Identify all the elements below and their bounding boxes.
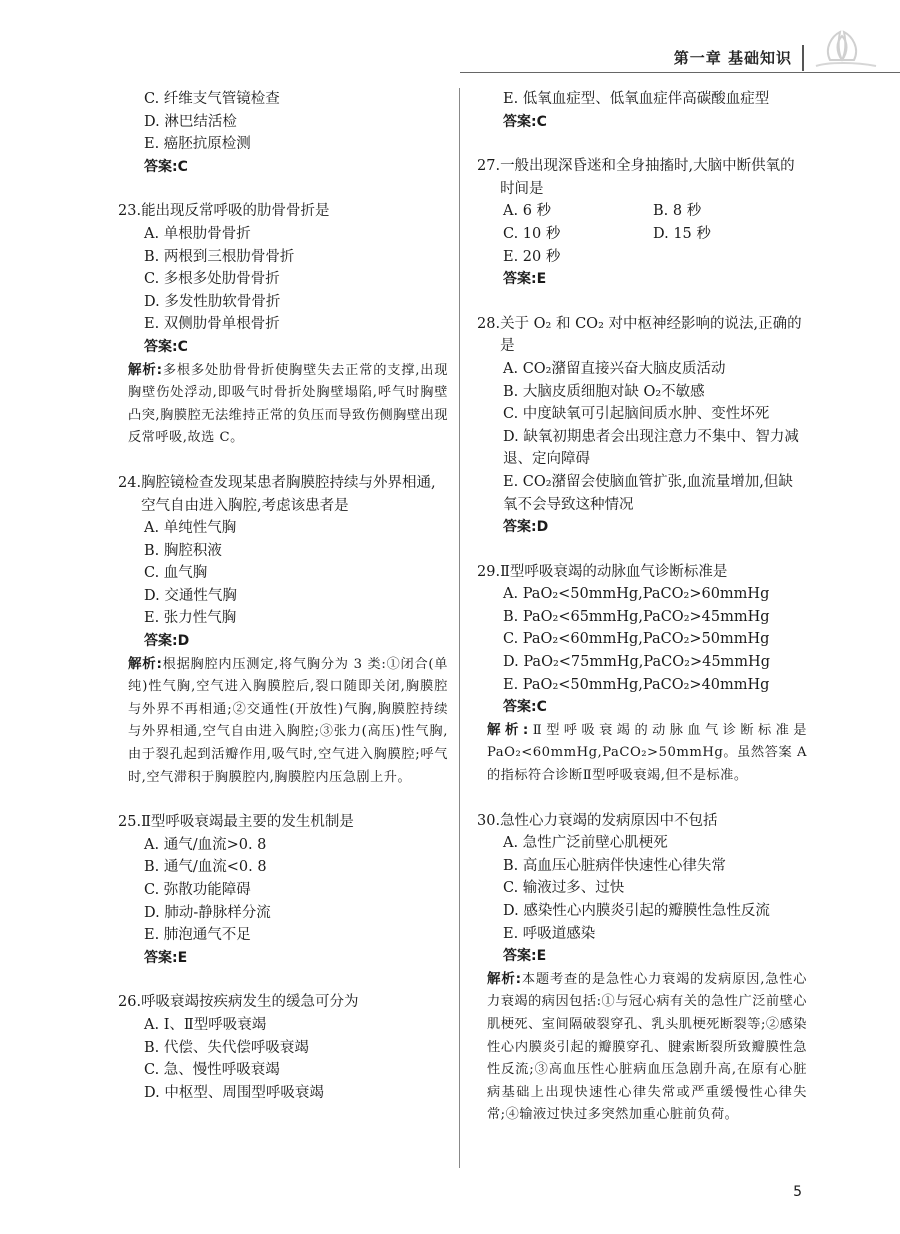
option: D. 交通性气胸 (144, 587, 237, 604)
question-30 (477, 810, 807, 1127)
option: D. PaO₂<75mmHg,PaCO₂>45mmHg (503, 654, 770, 671)
right-column (477, 88, 807, 1127)
explanation-text: Ⅱ型呼吸衰竭的动脉血气诊断标准是 PaO₂<60mmHg,PaCO₂>50mmHg。虽然答案 A 的指标符合诊断Ⅱ型呼吸衰竭,但不是标准。 (487, 722, 807, 784)
question-number: 23. (118, 203, 142, 220)
question-number: 27. (477, 158, 501, 175)
option: C. 纤维支气管镜检查 (144, 91, 280, 107)
option: E. 癌胚抗原检测 (144, 136, 251, 153)
option: E. 双侧肋骨单根骨折 (144, 316, 280, 333)
question-number: 25. (118, 814, 142, 831)
question-stem: 能出现反常呼吸的肋骨骨折是 (141, 203, 330, 220)
question-28 (477, 313, 807, 539)
explanation-label: 解析: (487, 970, 522, 987)
question-23 (118, 200, 448, 450)
header-divider-vertical (802, 45, 804, 71)
option: A. Ⅰ、Ⅱ型呼吸衰竭 (144, 1016, 267, 1033)
option: A. 单纯性气胸 (144, 520, 237, 537)
explanation-text: 本题考查的是急性心力衰竭的发病原因,急性心力衰竭的病因包括:①与冠心病有关的急性广泛前壁心肌梗死、室间隔破裂穿孔、乳头肌梗死断裂等;②感染性心内膜炎引起的瓣膜穿孔、腱索断裂所致瓣膜性急性反流;③高血压性心脏病血压急剧升高,在原有心脏病基础上出现快速性心律失常或严重缓慢性心律失常;④输液过快过多突然加重心脏前负荷。 (487, 971, 807, 1123)
option: C. 急、慢性呼吸衰竭 (144, 1062, 280, 1079)
explanation-label: 解析: (128, 655, 163, 672)
option: E. 呼吸道感染 (503, 925, 596, 942)
question-stem: 关于 O₂ 和 CO₂ 对中枢神经影响的说法,正确的是 (500, 315, 802, 355)
option: B. 大脑皮质细胞对缺 O₂不敏感 (503, 383, 705, 400)
option: B. 代偿、失代偿呼吸衰竭 (144, 1039, 309, 1056)
left-column (118, 88, 448, 1104)
option: A. 通气/血流>0. 8 (144, 836, 267, 853)
question-number: 29. (477, 563, 501, 580)
answer: 答案:C (503, 113, 547, 130)
question-26-continued (477, 88, 807, 133)
answer: 答案:E (503, 271, 547, 288)
option: C. 输液过多、过快 (503, 880, 625, 897)
answer: 答案:D (503, 519, 549, 536)
answer: 答案:E (144, 949, 188, 966)
question-number: 30. (477, 812, 501, 829)
question-number: 28. (477, 315, 501, 332)
option: C. 中度缺氧可引起脑间质水肿、变性坏死 (503, 406, 770, 423)
option: E. 肺泡通气不足 (144, 927, 251, 944)
explanation (487, 968, 807, 1127)
page-number: 5 (793, 1184, 802, 1200)
option: D. 中枢型、周围型呼吸衰竭 (144, 1084, 324, 1101)
question-stem: Ⅱ型呼吸衰竭最主要的发生机制是 (141, 814, 354, 831)
question-26 (118, 991, 448, 1104)
question-number: 26. (118, 994, 142, 1011)
option: C. 10 秒 (503, 225, 561, 242)
option: E. 20 秒 (503, 248, 561, 265)
answer: 答案:C (144, 338, 188, 355)
header-rule (460, 72, 900, 73)
option: C. 多根多处肋骨骨折 (144, 271, 280, 288)
explanation-text: 根据胸腔内压测定,将气胸分为 3 类:①闭合(单纯)性气胸,空气进入胸膜腔后,裂口随即关闭,胸膜腔与外界不再相通;②交通性(开放性)气胸,胸膜腔持续与外界相通,空气自由进入胸腔;③张力(高压)性气胸,由于裂孔起到活瓣作用,吸气时,空气进入胸膜腔;呼气时,空气滞积于胸膜腔内,胸膜腔内压急剧上升。 (128, 656, 448, 785)
option: E. PaO₂<50mmHg,PaCO₂>40mmHg (503, 676, 770, 693)
option: D. 缺氧初期患者会出现注意力不集中、智力减退、定向障碍 (503, 428, 799, 468)
option: E. CO₂潴留会使脑血管扩张,血流量增加,但缺氧不会导致这种情况 (503, 473, 793, 513)
option: B. 两根到三根肋骨骨折 (144, 248, 295, 265)
explanation (128, 359, 448, 450)
explanation-text: 多根多处肋骨骨折使胸壁失去正常的支撑,出现胸壁伤处浮动,即吸气时骨折处胸壁塌陷,呼气时胸壁凸突,胸膜腔无法维持正常的负压而导致伤侧胸壁出现反常呼吸,故选 C。 (128, 362, 448, 446)
question-25 (118, 811, 448, 969)
explanation-label: 解析: (128, 361, 163, 378)
question-stem: 呼吸衰竭按疾病发生的缓急可分为 (141, 994, 359, 1011)
question-24 (118, 472, 448, 789)
question-number: 24. (118, 474, 142, 491)
answer: 答案:D (144, 633, 190, 650)
answer: 答案:C (503, 699, 547, 716)
question-27 (477, 155, 807, 291)
option-grid (477, 200, 807, 245)
answer: 答案:E (503, 948, 547, 965)
option: A. 6 秒 (503, 203, 552, 220)
option: A. 单根肋骨骨折 (144, 225, 251, 242)
option: D. 感染性心内膜炎引起的瓣膜性急性反流 (503, 903, 770, 919)
option: B. 高血压心脏病伴快速性心律失常 (503, 857, 726, 874)
option: B. 8 秒 (653, 203, 702, 220)
option: D. 肺动-静脉样分流 (144, 904, 271, 921)
option: A. PaO₂<50mmHg,PaCO₂>60mmHg (503, 586, 770, 603)
option: C. PaO₂<60mmHg,PaCO₂>50mmHg (503, 631, 770, 648)
explanation (487, 719, 807, 788)
question-stem: 一般出现深昏迷和全身抽搐时,大脑中断供氧的时间是 (500, 158, 795, 197)
question-22-continued (118, 88, 448, 178)
option: C. 血气胸 (144, 565, 208, 582)
option: E. 低氧血症型、低氧血症伴高碳酸血症型 (503, 91, 770, 107)
lotus-logo-icon (806, 26, 878, 72)
option: D. 15 秒 (653, 225, 711, 242)
explanation (128, 653, 448, 790)
option: C. 弥散功能障碍 (144, 882, 251, 898)
option: A. CO₂潴留直接兴奋大脑皮质活动 (503, 360, 726, 377)
chapter-title: 第一章 基础知识 (673, 49, 792, 67)
option: B. PaO₂<65mmHg,PaCO₂>45mmHg (503, 608, 770, 625)
answer: 答案:C (144, 158, 188, 175)
option: B. 通气/血流<0. 8 (144, 859, 267, 876)
question-stem: Ⅱ型呼吸衰竭的动脉血气诊断标准是 (500, 563, 728, 580)
question-29 (477, 561, 807, 788)
option: D. 淋巴结活检 (144, 113, 237, 130)
option: B. 胸腔积液 (144, 542, 222, 559)
option: E. 张力性气胸 (144, 610, 237, 627)
option: D. 多发性肋软骨骨折 (144, 293, 281, 310)
option: A. 急性广泛前壁心肌梗死 (503, 835, 668, 852)
question-stem: 胸腔镜检查发现某患者胸膜腔持续与外界相通,空气自由进入胸腔,考虑该患者是 (141, 474, 436, 514)
explanation-label: 解析: (487, 721, 529, 738)
question-stem: 急性心力衰竭的发病原因中不包括 (500, 812, 718, 829)
column-divider (459, 88, 460, 1168)
